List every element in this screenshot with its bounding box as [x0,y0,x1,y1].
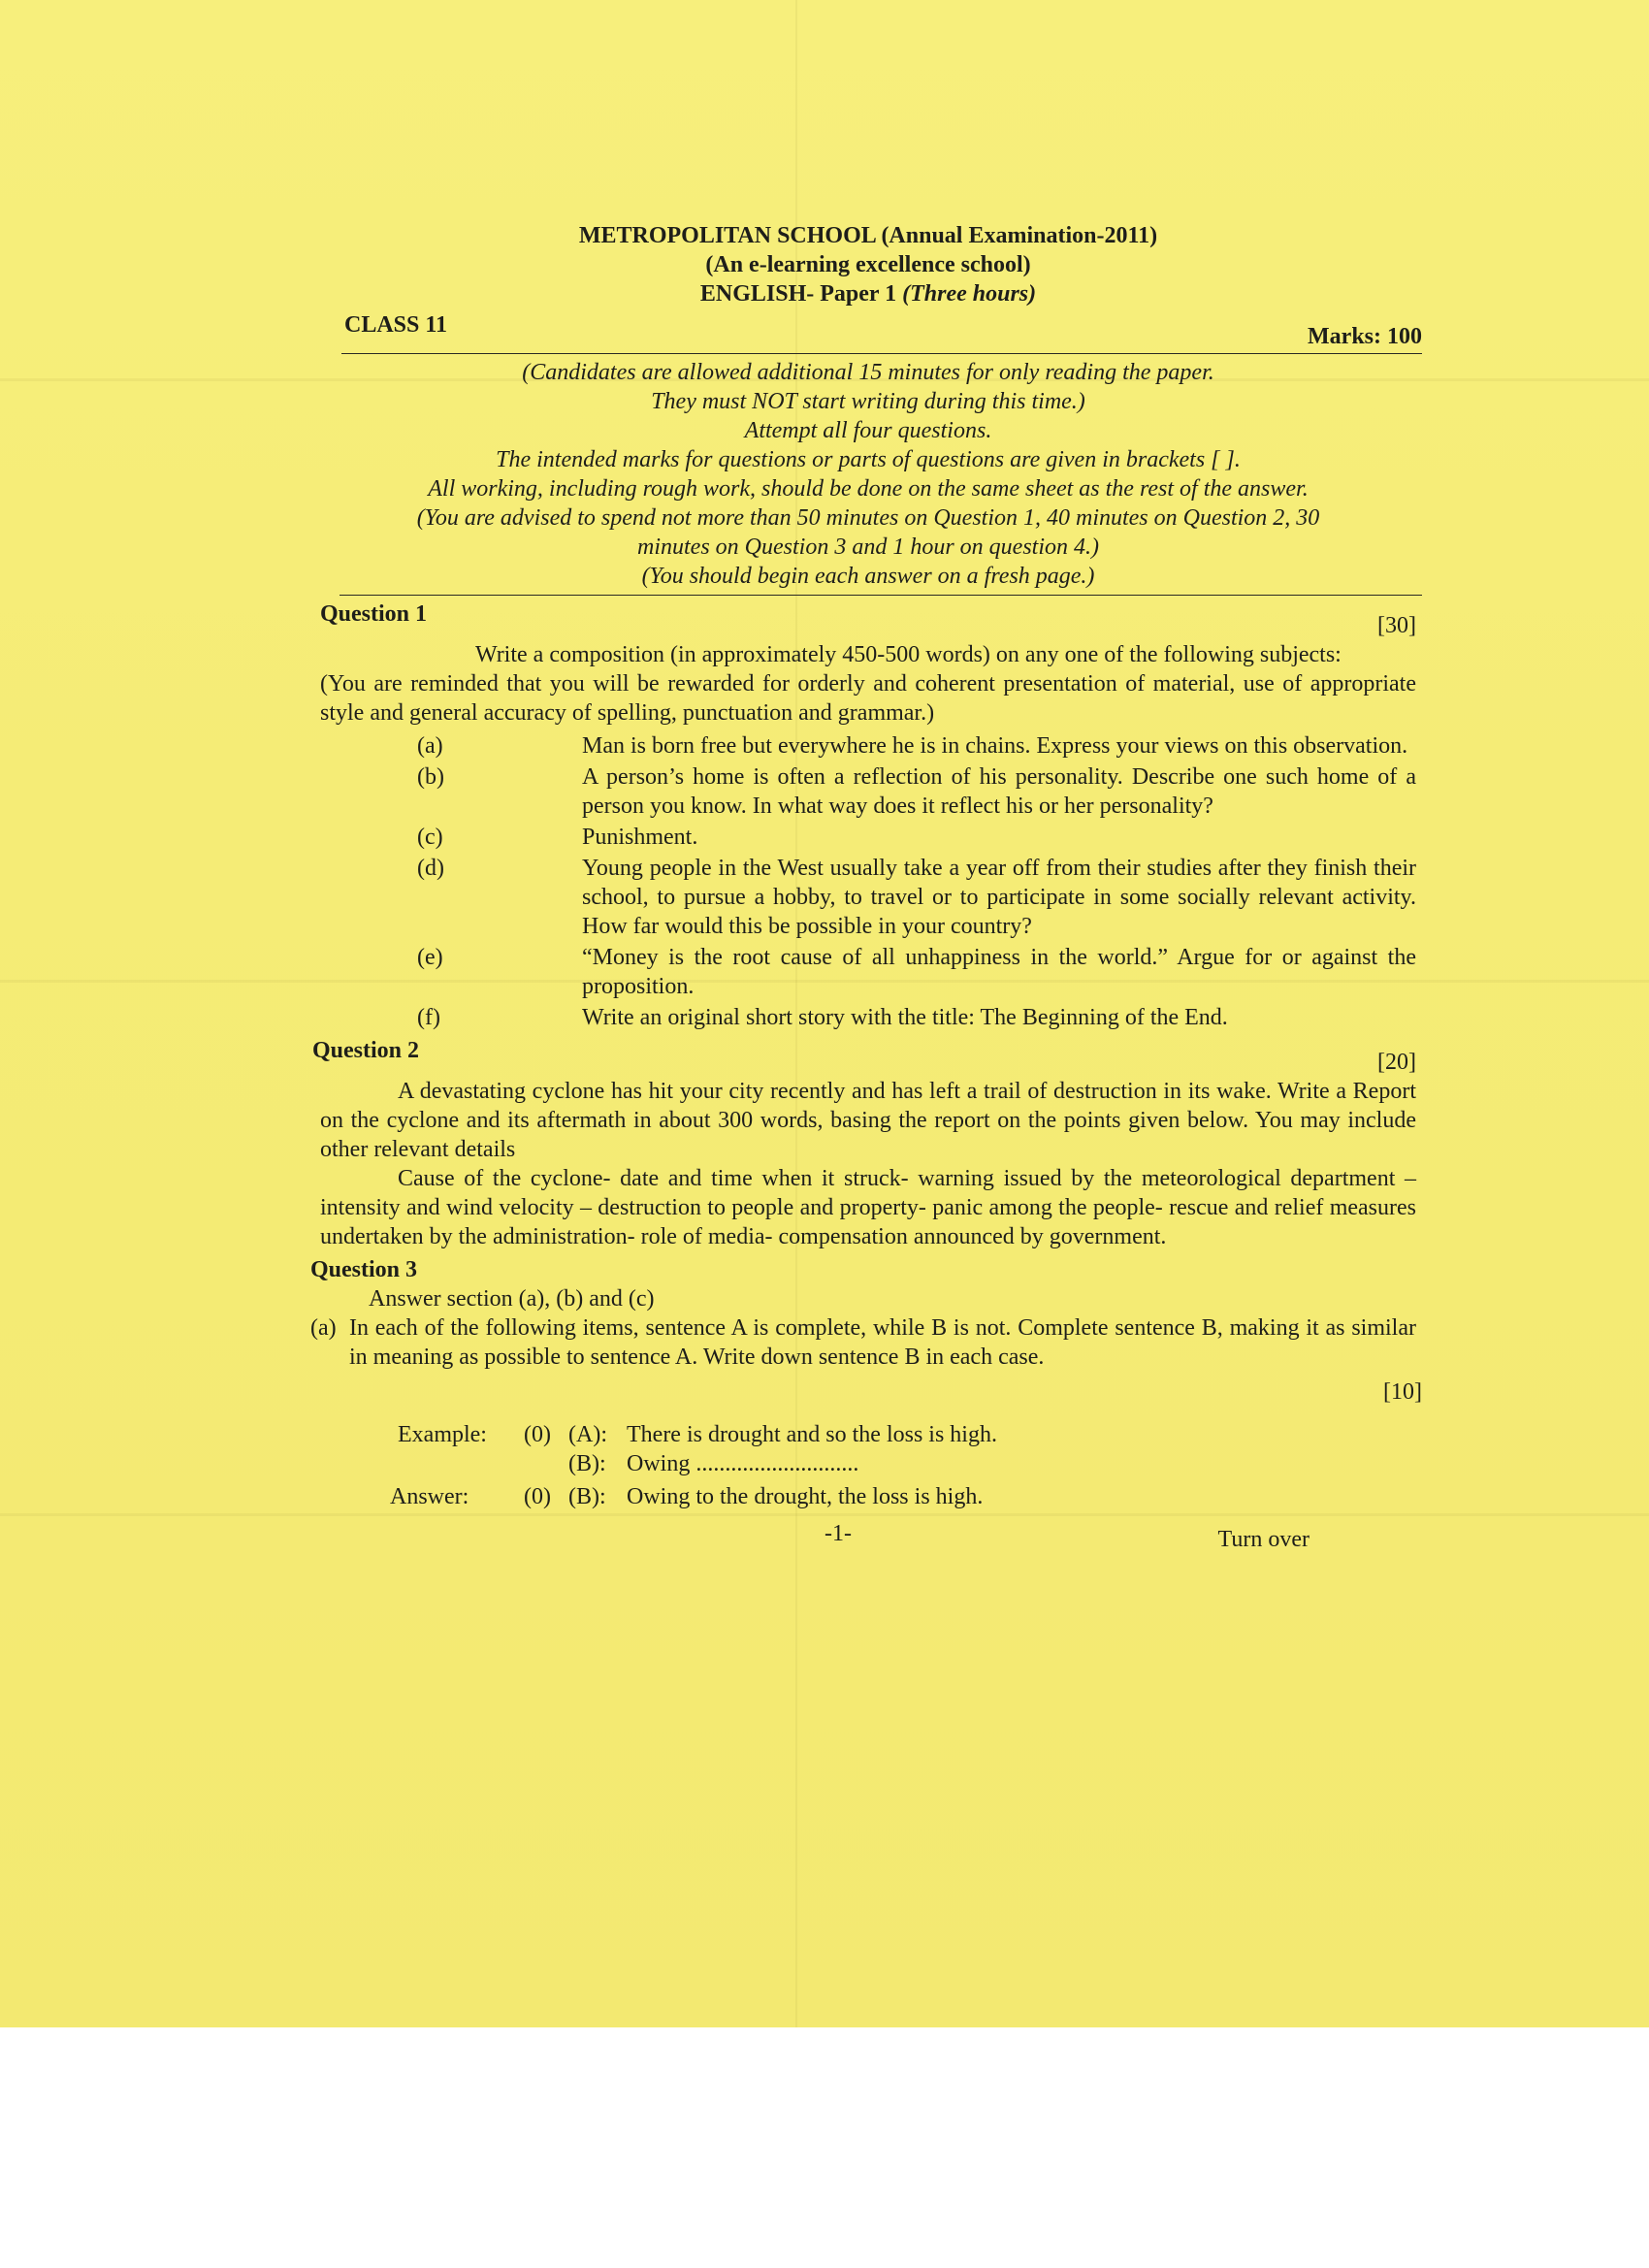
exam-name: (Annual Examination-2011) [881,223,1158,248]
option-text: Punishment. [582,825,698,850]
answer-b-text: Owing to the drought, the loss is high. [627,1484,984,1509]
school-tagline: (An e-learning excellence school) [705,252,1031,277]
instruction-line: Attempt all four questions. [744,418,992,443]
paper-duration: (Three hours) [902,281,1037,307]
sentence-b-text: Owing ............................ [627,1451,859,1476]
total-marks: Marks: 100 [1308,324,1422,349]
sentence-b-tag: (B): [568,1451,606,1476]
paper-title [320,279,1416,308]
question-1-intro: Write a composition (in approximately 450-500 words) on any one of the following subjects: [475,642,1342,667]
option-f [320,1003,1416,1032]
option-label: (a) [417,733,443,759]
instruction-line: All working, including rough work, should be done on the same sheet as the rest of the answer. [428,476,1309,502]
school-title [320,221,1416,250]
option-a [320,731,1416,761]
option-e [320,943,1416,1001]
option-d [320,854,1416,941]
question-3-header [310,1255,1416,1284]
page-footer [320,1519,1416,1554]
exam-content [310,221,1422,1554]
option-text: Write an original short story with the title: The Beginning of the End. [582,1005,1228,1030]
instruction-line: minutes on Question 3 and 1 hour on question 4.) [637,535,1099,560]
question-3-part-a [310,1313,1416,1372]
question-1-reminder: (You are reminded that you will be rewarded for orderly and coherent presentation of material, use of appropriate style and general accuracy of spelling, punctuation and grammar.) [320,671,1416,726]
part-a-label: (a) [310,1315,337,1341]
turn-over-note: Turn over [1217,1527,1310,1552]
option-text: Man is born free but everywhere he is in chains. Express your views on this observation. [582,733,1408,759]
instructions-divider [340,595,1422,596]
question-2-points: Cause of the cyclone- date and time when it struck- warning issued by the meteorological department – intensity and wind velocity – destruction to people and property- panic among the people- rescue and relief measures undertaken by the administration- role of media- compensation announced by government. [320,1166,1416,1249]
instructions-block [320,354,1416,593]
example-number: (0) [524,1422,551,1447]
answer-number: (0) [524,1484,551,1509]
part-a-text: In each of the following items, sentence A is complete, while B is not. Complete sentence B, making it as similar in meaning as possible to sentence A. Write down sentence B in each case. [349,1315,1416,1370]
question-2-title: Question 2 [312,1038,420,1063]
sentence-a-tag: (A): [568,1422,607,1447]
instruction-line: They must NOT start writing during this time.) [651,389,1085,414]
instruction-line: (You are advised to spend not more than 50 minutes on Question 1, 40 minutes on Question 2, 30 [416,505,1320,531]
option-label: (f) [417,1005,440,1030]
option-text: Young people in the West usually take a year off from their studies after they finish their school, to pursue a hobby, to travel or to participate in some socially relevant activity. How far would this be possible in your country? [582,856,1416,939]
option-label: (e) [417,945,443,970]
example-row-b [398,1449,1416,1478]
option-label: (b) [417,764,444,790]
question-1-title: Question 1 [320,601,428,627]
question-1-marks: [30] [1377,613,1416,638]
option-label: (c) [417,825,443,850]
question-1-header [320,599,1416,640]
instruction-line: (You should begin each answer on a fresh page.) [641,564,1095,589]
option-text: A person’s home is often a reflection of his personality. Describe one such home of a person you know. In what way does it reflect his or her personality? [582,764,1416,819]
question-2-marks: [20] [1377,1050,1416,1075]
page-number: -1- [824,1521,852,1546]
class-label: CLASS 11 [344,312,448,338]
question-2-prompt: A devastating cyclone has hit your city recently and has left a trail of destruction in its wake. Write a Report on the cyclone and its aftermath in about 300 words, basing the report on the points given below. You may include other relevant details [320,1079,1416,1162]
question-3-answer-section: Answer section (a), (b) and (c) [369,1286,655,1312]
school-name: METROPOLITAN SCHOOL [578,223,876,248]
paper-name: ENGLISH- Paper 1 [699,281,897,307]
question-3-title: Question 3 [310,1257,418,1282]
question-2-header [312,1036,1416,1077]
example-row-a [398,1420,1416,1449]
sentence-a-text: There is drought and so the loss is high. [627,1422,997,1447]
question-1-options [320,731,1416,1032]
option-text: “Money is the root cause of all unhappiness in the world.” Argue for or against the proposition. [582,945,1416,999]
example-block [390,1420,1416,1511]
option-c [320,823,1416,852]
option-label: (d) [417,856,444,881]
instruction-line: (Candidates are allowed additional 15 minutes for only reading the paper. [522,360,1214,385]
answer-b-tag: (B): [568,1484,606,1509]
answer-row [390,1482,1416,1511]
instruction-line: The intended marks for questions or parts of questions are given in brackets [ ]. [496,447,1241,472]
option-b [320,762,1416,821]
class-marks-row [344,310,1422,351]
answer-label: Answer: [390,1484,469,1509]
example-label: Example: [398,1422,487,1447]
question-3-marks: [10] [1383,1379,1422,1405]
